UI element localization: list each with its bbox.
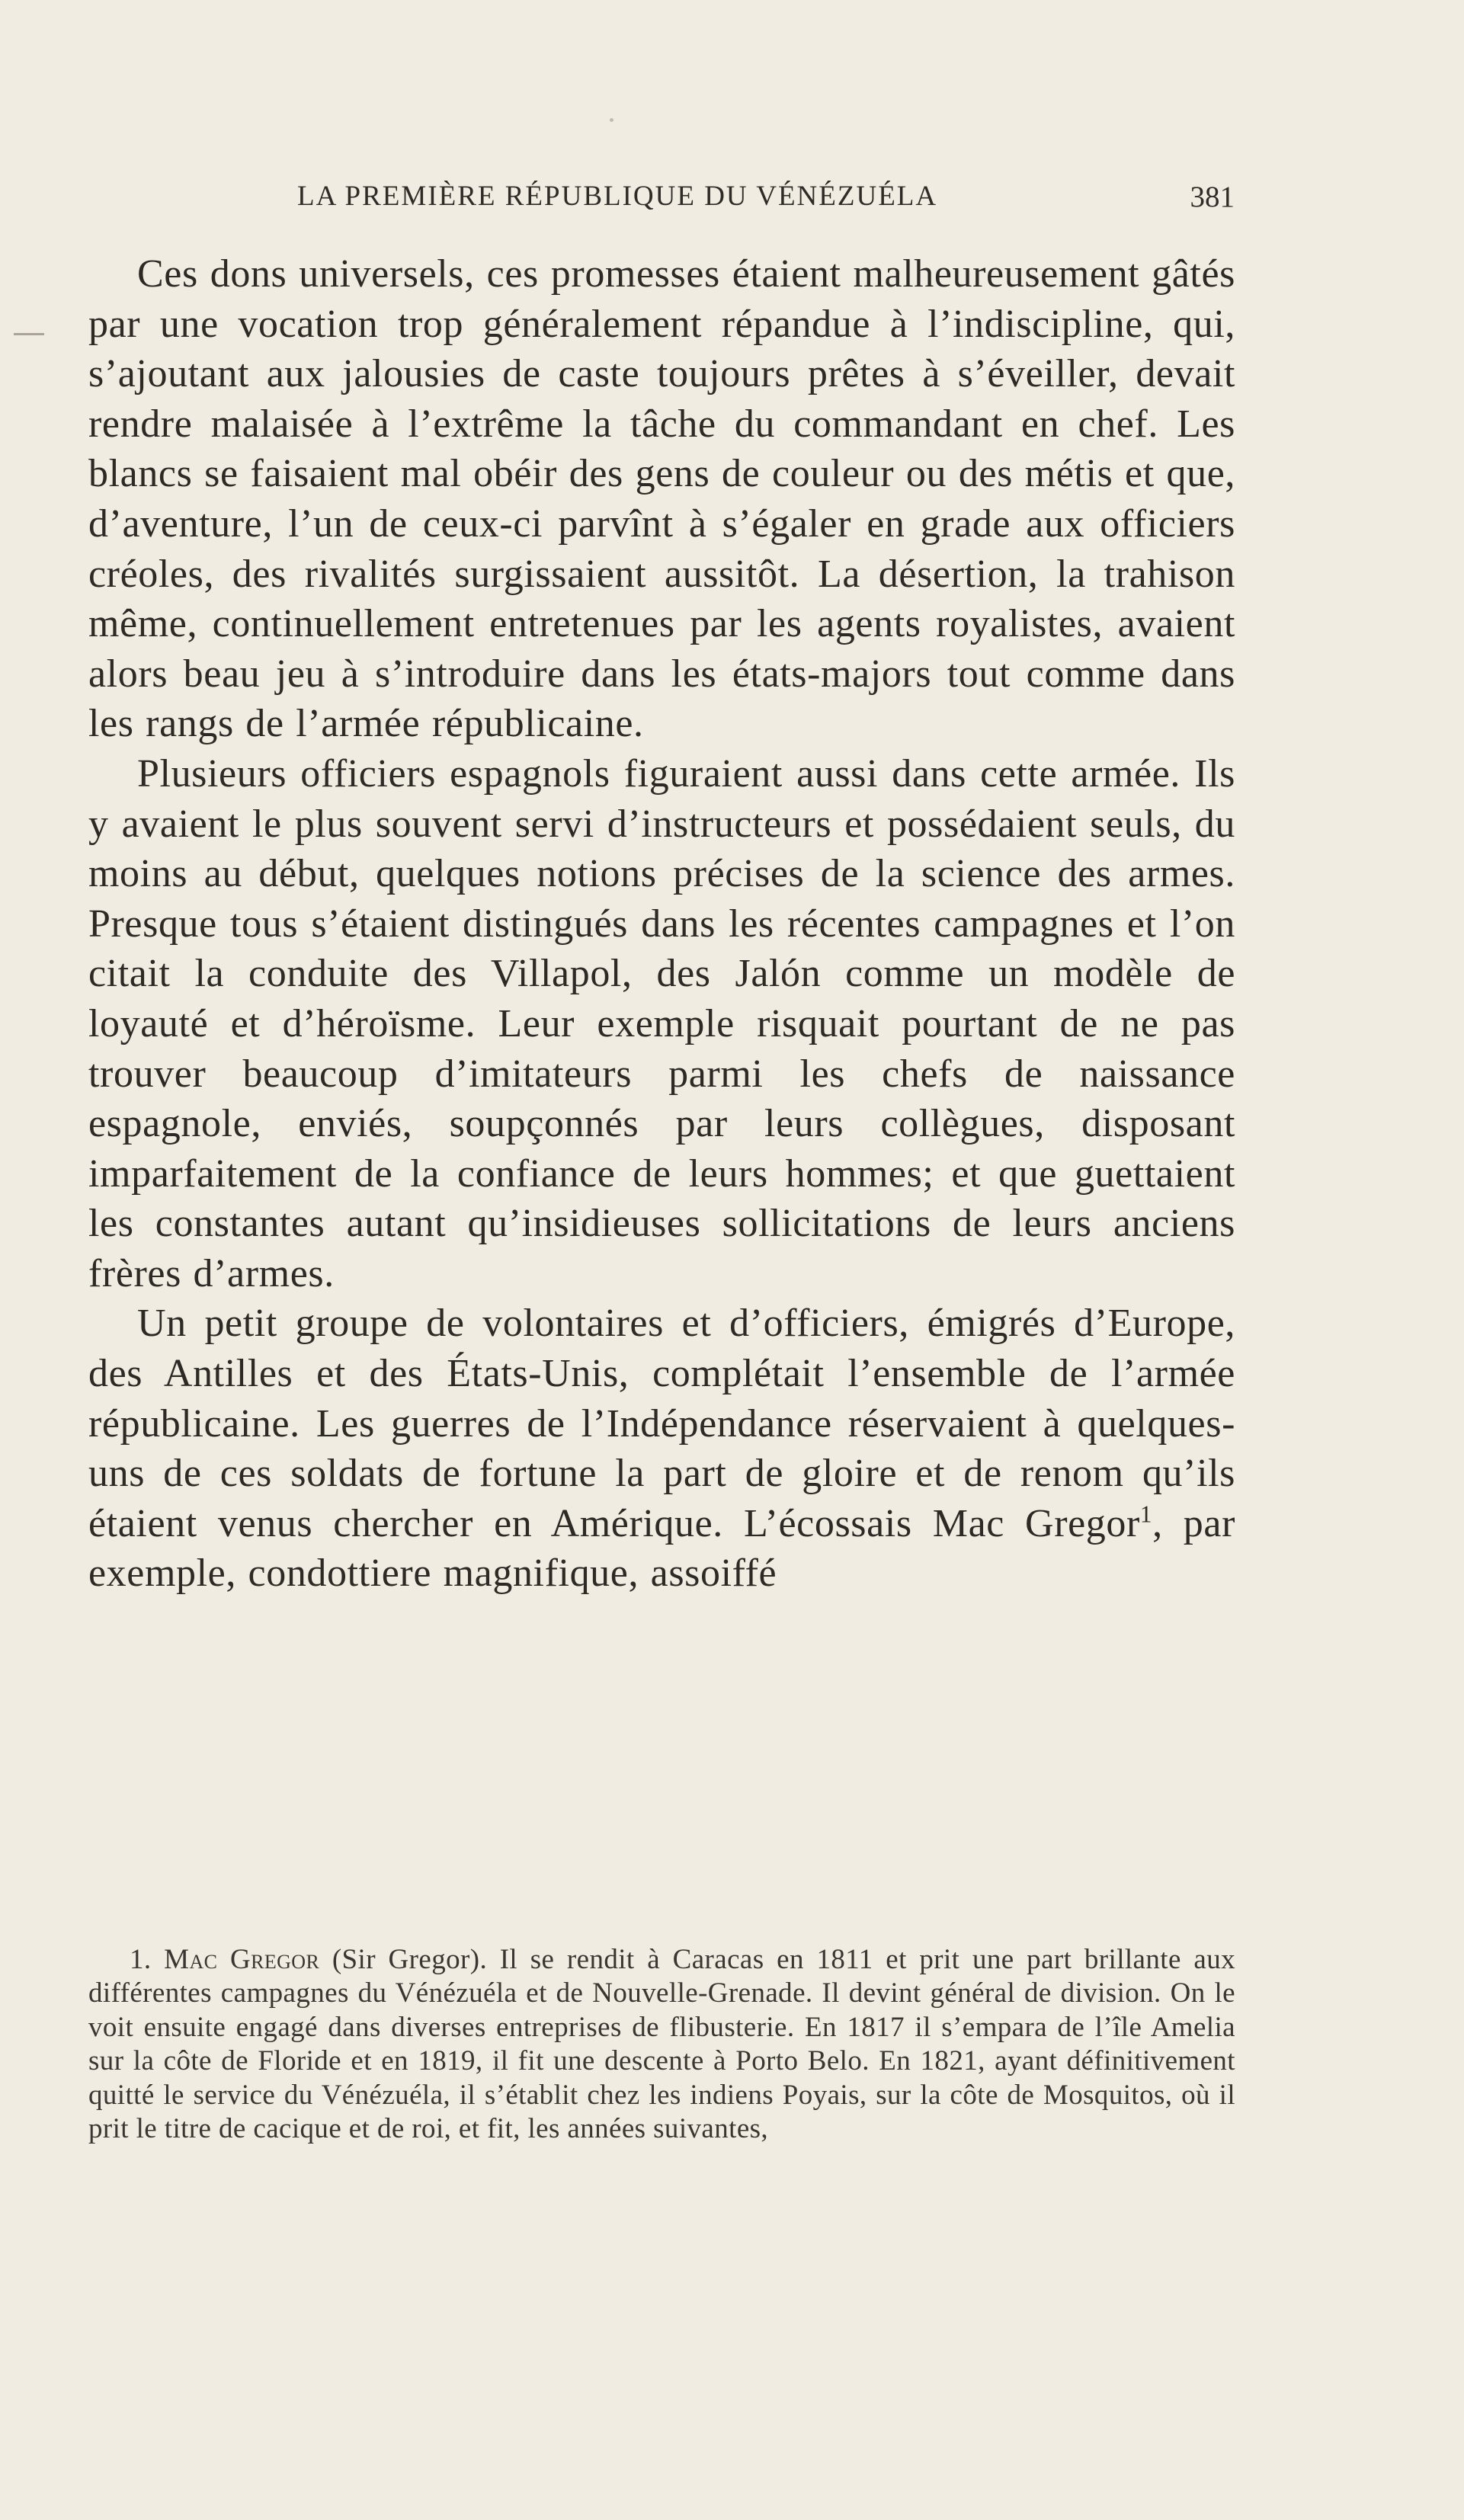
footnote-text: (Sir Gregor). Il se rendit à Caracas en 1811 et prit une part brillante aux différentes campagnes du Vénézuéla et de Nouvelle-Grenade. Il devint général de division. On le voit ensuite engagé dans diverses entreprises de flibusterie. En 1817 il s’empara de l’île Amelia sur la côte de Floride et en 1819, il fit une descente à Porto Belo. En 1821, ayant définitivement quitté le service du Vénézuéla, il s’établit chez les indiens Poyais, sur la côte de Mosquitos, où il prit le titre de cacique et de roi, et fit, les années suivantes, <box>88 1944 1236 2145</box>
paragraph-1: Ces dons universels, ces promesses étaient malheureusement gâtés par une vocation trop généralement répandue à l’indiscipline, qui, s’ajoutant aux jalousies de caste toujours prêtes à s’éveiller, devait rendre malaisée à l’extrême la tâche du commandant en chef. Les blancs se faisaient mal obéir des gens de couleur ou des métis et que, d’aventure, l’un de ceux-ci parvînt à s’égaler en grade aux officiers créoles, des rivalités surgissaient aussitôt. La désertion, la trahison même, continuellement entretenues par les agents royalistes, avaient alors beau jeu à s’introduire dans les états-majors tout comme dans les rangs de l’armée républicaine. <box>88 252 1235 746</box>
margin-mark <box>14 333 44 335</box>
footnote-number: 1. <box>130 1944 152 1975</box>
paper-speck <box>610 118 613 122</box>
page-header <box>297 180 1235 226</box>
main-text <box>88 249 1235 1599</box>
footnote-1 <box>88 1943 1235 2146</box>
footnote-reference: 1 <box>1139 1500 1153 1528</box>
page-number: 381 <box>1190 181 1235 213</box>
paragraph-2: Plusieurs officiers espagnols figuraient aussi dans cette armée. Ils y avaient le plus souvent servi d’instructeurs et possédaient seuls, du moins au début, quelques notions précises de la science des armes. Presque tous s’étaient distingués dans les récentes campagnes et l’on citait la conduite des Villapol, des Jalón comme un modèle de loyauté et d’héroïsme. Leur exemple risquait pourtant de ne pas trouver beaucoup d’imitateurs parmi les chefs de naissance espagnole, enviés, soupçonnés par leurs collègues, disposant imparfaitement de la confiance de leurs hommes; et que guettaient les constantes autant qu’insidieuses sollicitations de leurs anciens frères d’armes. <box>88 751 1235 1295</box>
paragraph-3 <box>88 1298 1235 1599</box>
paragraph-3-text-a: Un petit groupe de volontaires et d’officiers, émigrés d’Europe, des Antilles et des États-Unis, complétait l’ensemble de l’armée républicaine. Les guerres de l’Indépendance réservaient à quelques-uns de ces soldats de fortune la part de gloire et de renom qu’ils étaient venus chercher en Amérique. L’écossais Mac Gregor <box>88 1302 1235 1545</box>
running-title: LA PREMIÈRE RÉPUBLIQUE DU VÉNÉZUÉLA <box>297 181 938 212</box>
footnote-name: Mac Gregor <box>164 1944 320 1975</box>
footnotes <box>88 1943 1235 2146</box>
paragraph-3-text-b: , par exemple, condottiere magnifique, assoiffé <box>88 1501 1235 1596</box>
